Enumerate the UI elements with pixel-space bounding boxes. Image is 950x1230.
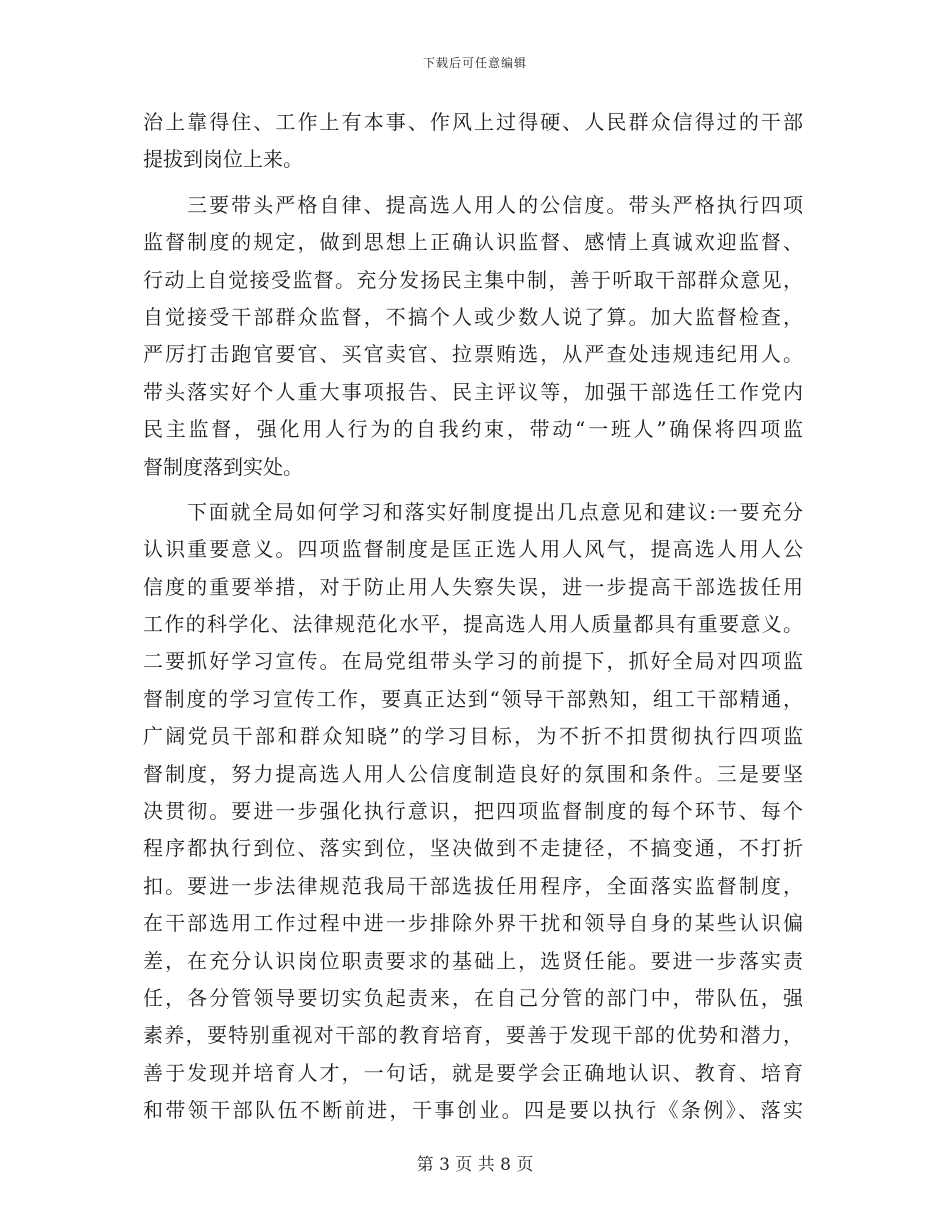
text-line: 治上靠得住、工作上有本事、作风上过得硬、人民群众信得过的干部 bbox=[143, 110, 803, 134]
text-line: 自觉接受干部群众监督，不搞个人或少数人说了算。加大监督检查， bbox=[143, 304, 803, 329]
text-line: 督制度落到实处。 bbox=[143, 454, 303, 479]
text-line: 下面就全局如何学习和落实好制度提出几点意见和建议:一要充分 bbox=[187, 499, 803, 524]
text-line: 素养，要特别重视对干部的教育培育，要善于发现干部的优势和潜力， bbox=[143, 1023, 803, 1048]
text-line: 二要抓好学习宣传。在局党组带头学习的前提下，抓好全局对四项监 bbox=[143, 649, 803, 674]
paragraph bbox=[143, 104, 803, 179]
text-line: 决贯彻。要进一步强化执行意识，把四项监督制度的每个环节、每个 bbox=[143, 799, 803, 824]
text-line: 严厉打击跑官要官、买官卖官、拉票贿选，从严查处违规违纪用人。 bbox=[143, 342, 803, 367]
text-line: 行动上自觉接受监督。充分发扬民主集中制，善于听取干部群众意见， bbox=[143, 267, 803, 292]
text-line: 民主监督，强化用人行为的自我约束，带动“一班人”确保将四项监 bbox=[143, 417, 803, 442]
text-line: 信度的重要举措，对于防止用人失察失误，进一步提高干部选拔任用 bbox=[143, 574, 803, 599]
text-line: 提拔到岗位上来。 bbox=[143, 147, 303, 172]
text-line: 监督制度的规定，做到思想上正确认识监督、感情上真诚欢迎监督、 bbox=[143, 230, 803, 255]
page-number: 第 3 页 共 8 页 bbox=[416, 1155, 534, 1175]
text-line: 程序都执行到位、落实到位，坚决做到不走捷径，不搞变通，不打折 bbox=[143, 836, 803, 861]
paragraph bbox=[143, 494, 803, 1130]
body-text bbox=[143, 104, 803, 1130]
text-line: 广阔党员干部和群众知晓”的学习目标，为不折不扣贯彻执行四项监 bbox=[143, 724, 803, 749]
paragraph bbox=[143, 187, 803, 486]
text-line: 扣。要进一步法律规范我局干部选拔任用程序，全面落实监督制度， bbox=[143, 873, 803, 898]
text-line: 工作的科学化、法律规范化水平，提高选人用人质量都具有重要意义。 bbox=[143, 612, 803, 637]
text-line: 督制度的学习宣传工作，要真正达到“领导干部熟知，组工干部精通， bbox=[143, 686, 803, 711]
text-line: 三要带头严格自律、提高选人用人的公信度。带头严格执行四项 bbox=[187, 192, 803, 217]
text-line: 带头落实好个人重大事项报告、民主评议等，加强干部选任工作党内 bbox=[143, 379, 803, 404]
text-line: 任，各分管领导要切实负起责来，在自己分管的部门中，带队伍，强 bbox=[143, 985, 803, 1010]
text-line: 差，在充分认识岗位职责要求的基础上，选贤任能。要进一步落实责 bbox=[143, 948, 803, 973]
text-line: 善于发现并培育人才，一句话，就是要学会正确地认识、教育、培育 bbox=[143, 1060, 803, 1085]
text-line: 在干部选用工作过程中进一步排除外界干扰和领导自身的某些认识偏 bbox=[143, 911, 803, 936]
text-line: 和带领干部队伍不断前进，干事创业。四是要以执行《条例》、落实 bbox=[143, 1098, 803, 1123]
page-header: 下载后可任意编辑 bbox=[422, 56, 527, 70]
text-line: 认识重要意义。四项监督制度是匡正选人用人风气，提高选人用人公 bbox=[143, 537, 803, 562]
text-line: 督制度，努力提高选人用人公信度制造良好的氛围和条件。三是要坚 bbox=[143, 761, 803, 786]
